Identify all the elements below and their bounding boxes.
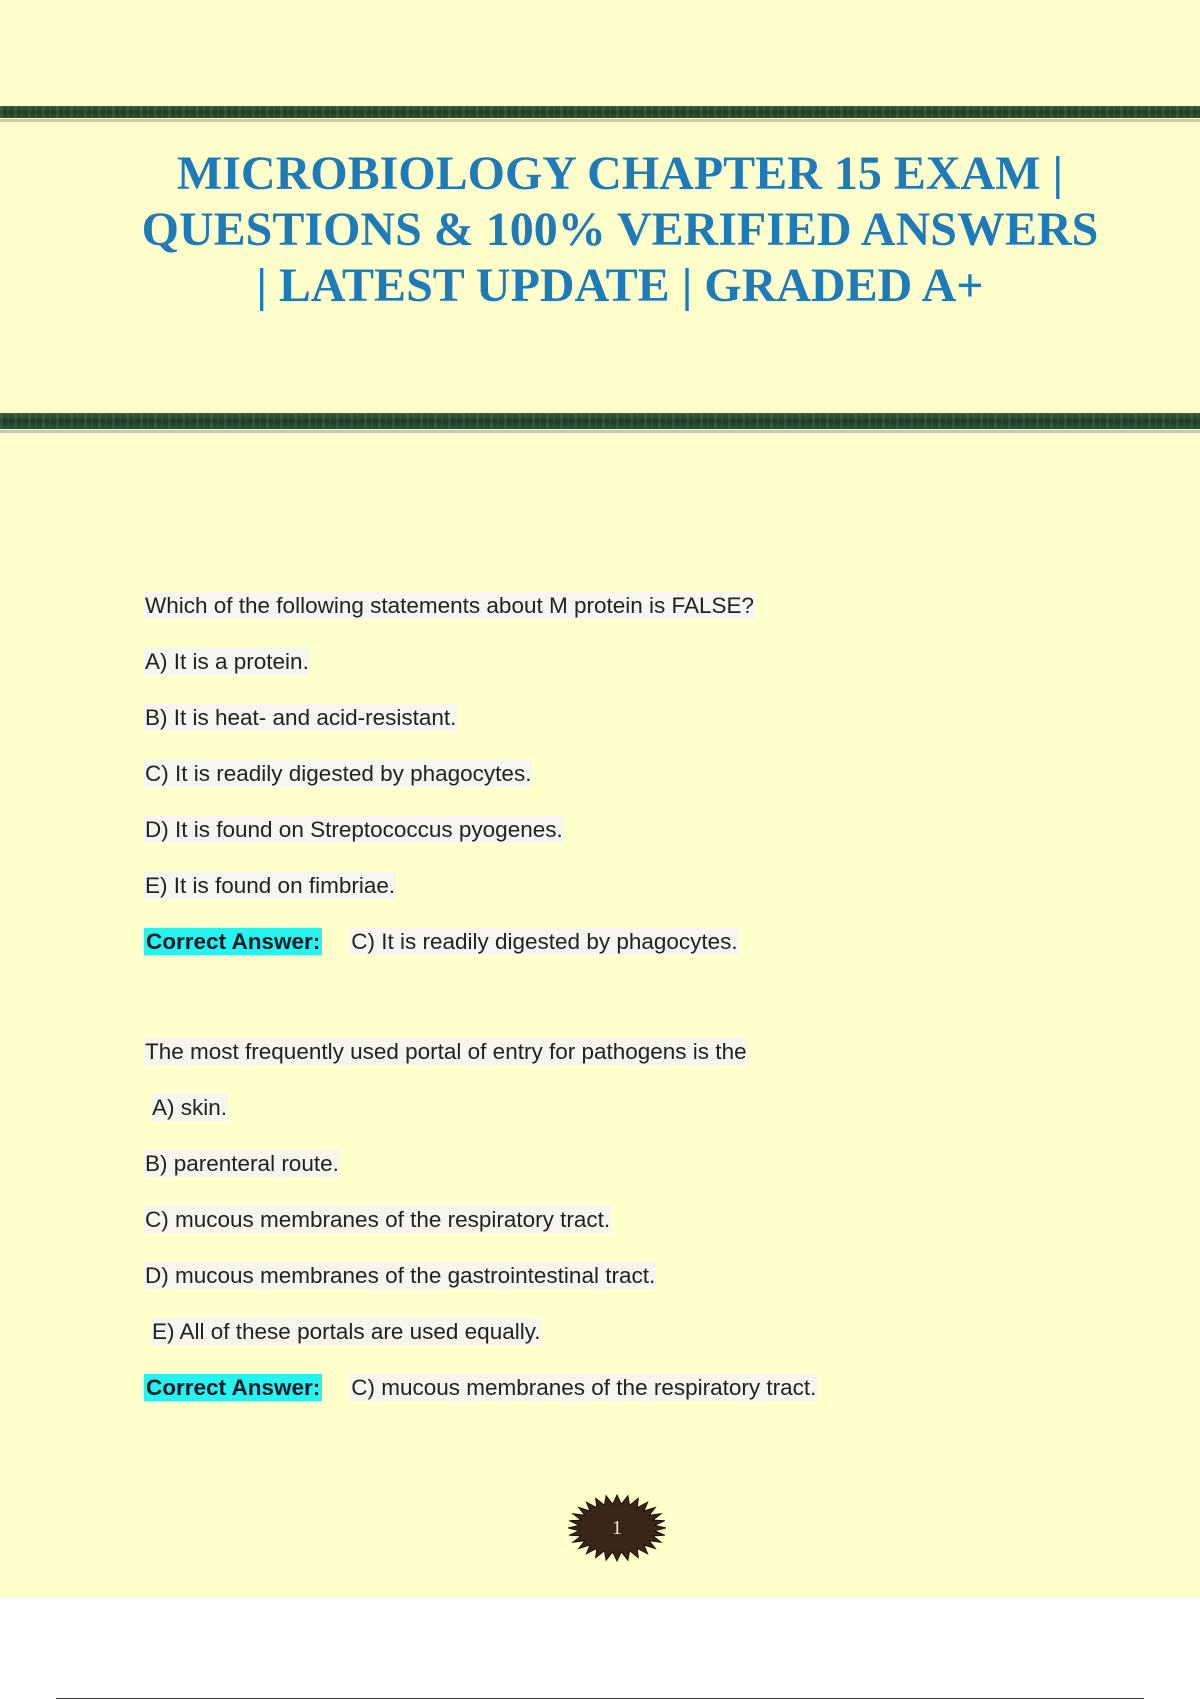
answer-option: B) parenteral route. (145, 1151, 339, 1176)
answer-option: B) It is heat- and acid-resistant. (145, 705, 457, 730)
page-number-badge (567, 1478, 667, 1578)
answer-option: A) skin. (152, 1095, 228, 1120)
correct-answer-label: Correct Answer: (146, 1375, 321, 1400)
decorative-border-bottom (0, 413, 1200, 429)
correct-answer (144, 914, 1064, 970)
document-title: MICROBIOLOGY CHAPTER 15 EXAM | QUESTIONS & 100% VERIFIED ANSWERS | LATEST UPDATE | GRADED A+ (141, 147, 1099, 312)
page-number: 1 (612, 1517, 622, 1539)
answer-option: D) mucous membranes of the gastrointestinal tract. (145, 1263, 656, 1288)
answer-option: D) It is found on Streptococcus pyogenes. (145, 817, 563, 842)
correct-answer-label: Correct Answer: (146, 929, 321, 954)
question-text: The most frequently used portal of entry for pathogens is the (145, 1039, 747, 1064)
answer-option: A) It is a protein. (145, 649, 309, 674)
answer-option: C) It is readily digested by phagocytes. (145, 761, 532, 786)
decorative-border-line-top (0, 119, 1200, 122)
question-block (144, 578, 1064, 970)
correct-answer (144, 1360, 1064, 1416)
correct-answer-text: C) mucous membranes of the respiratory tract. (351, 1375, 817, 1400)
footer-divider (56, 1698, 1144, 1699)
answer-option: C) mucous membranes of the respiratory tract. (145, 1207, 611, 1232)
decorative-border-top (0, 106, 1200, 118)
decorative-border-line-bottom (0, 430, 1200, 433)
answer-option: E) It is found on fimbriae. (145, 873, 396, 898)
answer-option: E) All of these portals are used equally. (152, 1319, 541, 1344)
question-block (144, 1024, 1064, 1416)
question-text: Which of the following statements about M protein is FALSE? (145, 593, 755, 618)
correct-answer-text: C) It is readily digested by phagocytes. (351, 929, 738, 954)
